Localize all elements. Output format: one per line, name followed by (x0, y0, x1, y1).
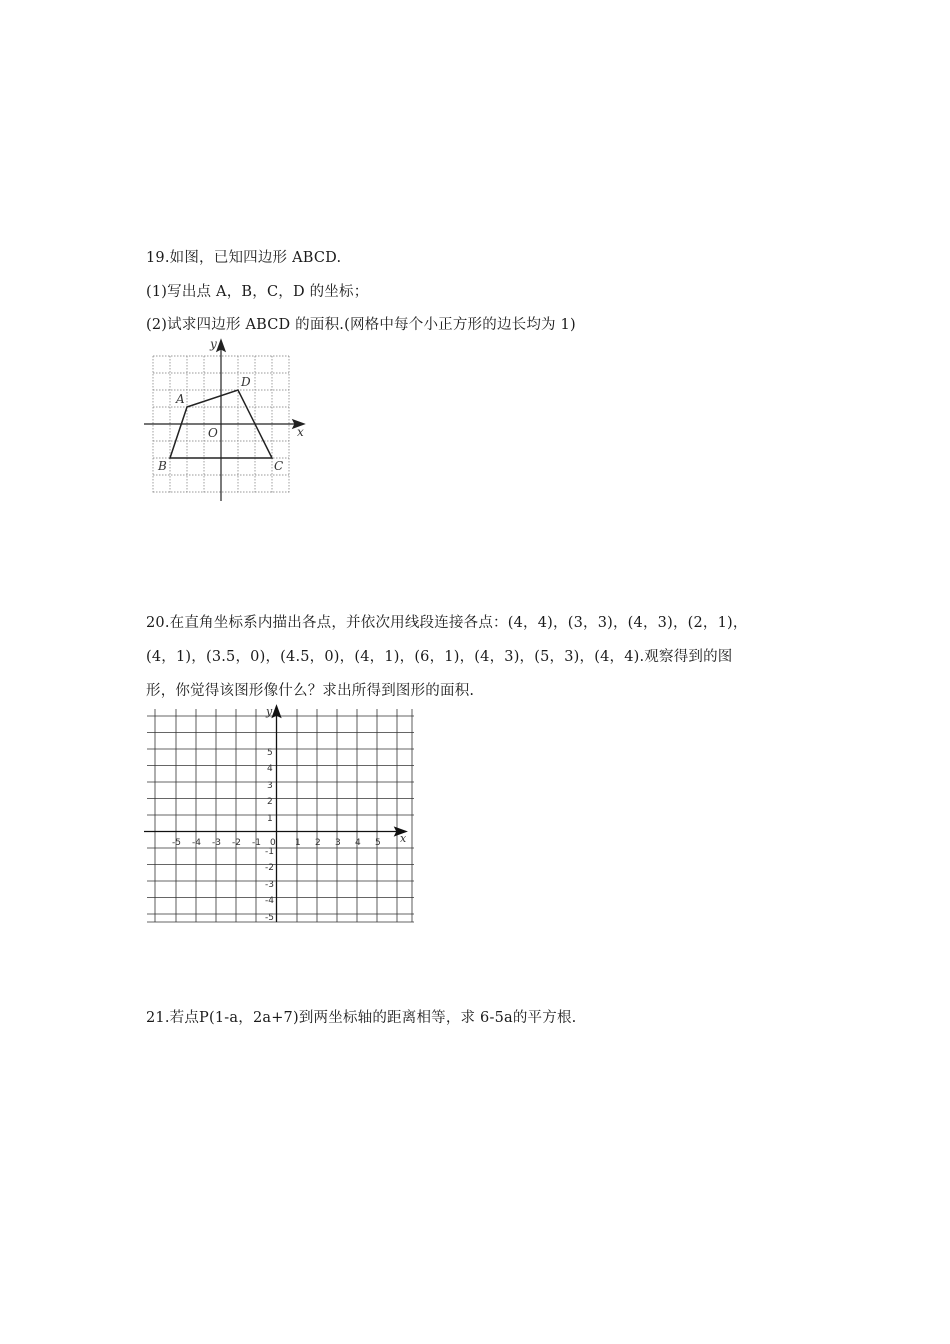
x-tick-label: 1 (295, 838, 301, 848)
q19-figure (142, 336, 312, 506)
x-tick-label: 0 (270, 838, 276, 848)
q20-line1: 20.在直角坐标系内描出各点，并依次用线段连接各点：(4，4)，(3，3)，(4，3)，(2，1)， (146, 615, 748, 631)
q19-title: 19.如图，已知四边形 ABCD. (146, 250, 342, 266)
q19-part2: (2)试求四边形 ABCD 的面积.(网格中每个小正方形的边长均为 1) (146, 317, 576, 333)
q20-grid (147, 709, 414, 922)
y-tick-label: -2 (265, 863, 274, 873)
x-tick-label: -1 (252, 838, 261, 848)
x-tick-label: -5 (172, 838, 181, 848)
y-tick-label: 4 (267, 764, 273, 774)
label-b: B (158, 459, 167, 473)
x-tick-label: 3 (335, 838, 341, 848)
y-axis-label: y (266, 705, 273, 718)
y-tick-label: -5 (265, 913, 274, 923)
x-tick-label: 2 (315, 838, 321, 848)
y-tick-label: -1 (265, 847, 274, 857)
y-tick-label: -4 (265, 896, 274, 906)
q20-y-ticks (265, 748, 274, 923)
y-tick-label: 3 (267, 781, 273, 791)
label-c: C (274, 459, 284, 473)
q21-text: 21.若点P(1-a，2a+7)到两坐标轴的距离相等，求 6-5a的平方根. (146, 1010, 577, 1026)
q19-axes (144, 340, 304, 501)
x-tick-label: -2 (232, 838, 241, 848)
q20-axes (144, 706, 406, 922)
x-tick-label: 4 (355, 838, 361, 848)
q20-grid-figure (142, 704, 417, 924)
y-tick-label: 5 (267, 748, 273, 758)
y-tick-label: -3 (265, 880, 274, 890)
x-tick-label: 5 (375, 838, 381, 848)
label-o: O (208, 426, 218, 440)
label-y-axis: y (210, 337, 217, 351)
y-tick-label: 2 (267, 797, 273, 807)
label-d: D (241, 375, 251, 389)
q19-part1: (1)写出点 A，B，C，D 的坐标； (146, 284, 369, 300)
y-tick-label: 1 (267, 814, 273, 824)
q20-line3: 形，你觉得该图形像什么？求出所得到图形的面积. (146, 683, 475, 699)
q20-line2: (4，1)，(3.5，0)，(4.5，0)，(4，1)，(6，1)，(4，3)，(5，3)，(4，4).观察得到的图 (146, 649, 733, 665)
label-a: A (176, 392, 185, 406)
x-axis-label: x (400, 832, 407, 845)
x-tick-label: -3 (212, 838, 221, 848)
x-tick-label: -4 (192, 838, 201, 848)
label-x-axis: x (297, 425, 304, 439)
